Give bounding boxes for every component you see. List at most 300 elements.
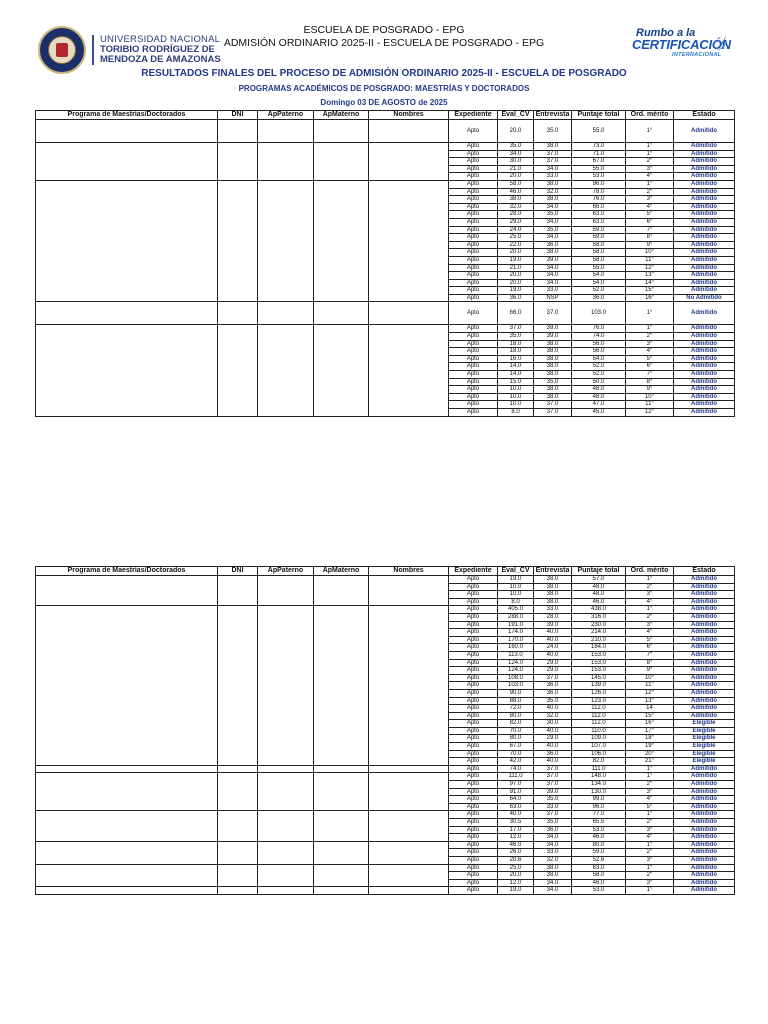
eval-cv-cell: 21.0 [498, 264, 534, 272]
entrevista-cell: 35.0 [534, 211, 572, 219]
estado-cell: Admitido [674, 849, 735, 857]
program-cell [36, 841, 218, 864]
entrevista-cell: 39.0 [534, 621, 572, 629]
orden-merito-cell: 13° [626, 272, 674, 280]
estado-cell: Admitido [674, 409, 735, 417]
expediente-cell: Apto [449, 143, 498, 151]
expediente-cell: Apto [449, 879, 498, 887]
puntaje-total-cell: 46.0 [572, 879, 626, 887]
ap-materno-cell [314, 143, 369, 181]
expediente-cell: Apto [449, 287, 498, 295]
estado-cell: Admitido [674, 333, 735, 341]
puntaje-total-cell: 74.0 [572, 333, 626, 341]
puntaje-total-cell: 80.0 [572, 841, 626, 849]
eval-cv-cell: 46.0 [498, 841, 534, 849]
orden-merito-cell: 3° [626, 165, 674, 173]
column-header: DNI [218, 567, 258, 576]
orden-merito-cell: 2° [626, 158, 674, 166]
expediente-cell: Apto [449, 689, 498, 697]
estado-cell: Admitido [674, 150, 735, 158]
entrevista-cell: NSP [534, 294, 572, 302]
eval-cv-cell: 405.0 [498, 606, 534, 614]
entrevista-cell: 32.0 [534, 188, 572, 196]
orden-merito-cell: 1° [626, 180, 674, 188]
orden-merito-cell: 6° [626, 644, 674, 652]
estado-cell: Admitido [674, 371, 735, 379]
estado-cell: Elegible [674, 743, 735, 751]
table-row [36, 606, 735, 614]
puntaje-total-cell: 59.0 [572, 849, 626, 857]
entrevista-cell: 38.0 [534, 363, 572, 371]
table-row [36, 841, 735, 849]
results-date: Domingo 03 DE AGOSTO de 2025 [320, 98, 448, 107]
entrevista-cell: 38.0 [534, 864, 572, 872]
estado-cell: Admitido [674, 188, 735, 196]
estado-cell: Admitido [674, 872, 735, 880]
ap-materno-cell [314, 773, 369, 811]
nombres-cell [369, 864, 449, 887]
puntaje-total-cell: 59.0 [572, 234, 626, 242]
expediente-cell: Apto [449, 576, 498, 584]
entrevista-cell: 34.0 [534, 218, 572, 226]
puntaje-total-cell: 46.0 [572, 598, 626, 606]
university-line1: UNIVERSIDAD NACIONAL [100, 34, 221, 45]
ap-paterno-cell [258, 576, 314, 606]
orden-merito-cell: 10° [626, 674, 674, 682]
eval-cv-cell: 66.0 [498, 302, 534, 325]
entrevista-cell: 37.0 [534, 674, 572, 682]
eval-cv-cell: 14.0 [498, 371, 534, 379]
column-header: Ord. mérito [626, 567, 674, 576]
puntaje-total-cell: 99.0 [572, 796, 626, 804]
entrevista-cell: 38.0 [534, 393, 572, 401]
estado-cell: Admitido [674, 796, 735, 804]
entrevista-cell: 37.0 [534, 158, 572, 166]
column-header: Entrevista [534, 567, 572, 576]
expediente-cell: Apto [449, 333, 498, 341]
expediente-cell: Apto [449, 409, 498, 417]
eval-cv-cell: 160.0 [498, 644, 534, 652]
program-cell [36, 576, 218, 606]
orden-merito-cell: 19° [626, 743, 674, 751]
entrevista-cell: 35.0 [534, 378, 572, 386]
expediente-cell: Apto [449, 613, 498, 621]
eval-cv-cell: 14.0 [498, 363, 534, 371]
orden-merito-cell: 11° [626, 401, 674, 409]
puntaje-total-cell: 45.0 [572, 409, 626, 417]
orden-merito-cell: 4° [626, 629, 674, 637]
puntaje-total-cell: 123.0 [572, 697, 626, 705]
ap-paterno-cell [258, 606, 314, 765]
eval-cv-cell: 113.0 [498, 651, 534, 659]
eval-cv-cell: 80.0 [498, 712, 534, 720]
estado-cell: Admitido [674, 887, 735, 895]
estado-cell: Admitido [674, 143, 735, 151]
certification-logo [632, 28, 732, 60]
expediente-cell: Apto [449, 591, 498, 599]
estado-cell: Admitido [674, 651, 735, 659]
orden-merito-cell: 4° [626, 203, 674, 211]
entrevista-cell: 37.0 [534, 781, 572, 789]
estado-cell: Admitido [674, 591, 735, 599]
estado-cell: Admitido [674, 674, 735, 682]
orden-merito-cell: 9° [626, 667, 674, 675]
entrevista-cell: 39.0 [534, 333, 572, 341]
estado-cell: Admitido [674, 241, 735, 249]
puntaje-total-cell: 48.0 [572, 386, 626, 394]
estado-cell: Admitido [674, 819, 735, 827]
expediente-cell: Apto [449, 249, 498, 257]
nombres-cell [369, 887, 449, 895]
eval-cv-cell: 21.0 [498, 165, 534, 173]
entrevista-cell: 38.0 [534, 249, 572, 257]
expediente-cell: Apto [449, 294, 498, 302]
entrevista-cell: 35.0 [534, 819, 572, 827]
orden-merito-cell: 1° [626, 606, 674, 614]
ap-paterno-cell [258, 302, 314, 325]
estado-cell: Admitido [674, 173, 735, 181]
orden-merito-cell: 3° [626, 196, 674, 204]
puntaje-total-cell: 107.0 [572, 743, 626, 751]
orden-merito-cell: 7° [626, 651, 674, 659]
estado-cell: Admitido [674, 279, 735, 287]
eval-cv-cell: 18.0 [498, 348, 534, 356]
dni-cell [218, 576, 258, 606]
eval-cv-cell: 170.0 [498, 636, 534, 644]
expediente-cell: Apto [449, 864, 498, 872]
orden-merito-cell: 12° [626, 409, 674, 417]
table-row [36, 302, 735, 325]
results-table-1 [35, 110, 735, 417]
estado-cell: Admitido [674, 158, 735, 166]
orden-merito-cell: 12° [626, 689, 674, 697]
entrevista-cell: 39.0 [534, 256, 572, 264]
expediente-cell: Apto [449, 856, 498, 864]
estado-cell: Admitido [674, 355, 735, 363]
ap-materno-cell [314, 180, 369, 302]
university-line2: TORIBIO RODRÍGUEZ DE [100, 44, 215, 55]
puntaje-total-cell: 55.0 [572, 264, 626, 272]
program-cell [36, 864, 218, 887]
column-header: Estado [674, 567, 735, 576]
column-header: Puntaje total [572, 111, 626, 120]
estado-cell: Admitido [674, 264, 735, 272]
orden-merito-cell: 16° [626, 720, 674, 728]
puntaje-total-cell: 52.0 [572, 371, 626, 379]
entrevista-cell: 33.0 [534, 849, 572, 857]
orden-merito-cell: 4° [626, 796, 674, 804]
program-cell [36, 143, 218, 181]
eval-cv-cell: 32.0 [498, 203, 534, 211]
puntaje-total-cell: 134.0 [572, 781, 626, 789]
puntaje-total-cell: 63.0 [572, 864, 626, 872]
program-cell [36, 773, 218, 811]
ap-materno-cell [314, 302, 369, 325]
entrevista-cell: 38.0 [534, 371, 572, 379]
orden-merito-cell: 5° [626, 211, 674, 219]
ap-paterno-cell [258, 841, 314, 864]
puntaje-total-cell: 57.0 [572, 576, 626, 584]
puntaje-total-cell: 109.0 [572, 735, 626, 743]
orden-merito-cell: 13° [626, 697, 674, 705]
orden-merito-cell: 6° [626, 363, 674, 371]
column-header: Estado [674, 111, 735, 120]
ap-paterno-cell [258, 864, 314, 887]
expediente-cell: Apto [449, 887, 498, 895]
expediente-cell: Apto [449, 378, 498, 386]
eval-cv-cell: 26.0 [498, 849, 534, 857]
expediente-cell: Apto [449, 750, 498, 758]
estado-cell: Admitido [674, 218, 735, 226]
table-row [36, 773, 735, 781]
eval-cv-cell: 20.0 [498, 173, 534, 181]
estado-cell: Admitido [674, 120, 735, 143]
cert-logo-line3: INTERNACIONAL [672, 52, 722, 58]
cert-logo-line1: Rumbo a la [636, 27, 696, 39]
orden-merito-cell: 17° [626, 727, 674, 735]
orden-merito-cell: 18° [626, 735, 674, 743]
estado-cell: Admitido [674, 165, 735, 173]
eval-cv-cell: 16.0 [498, 355, 534, 363]
dni-cell [218, 143, 258, 181]
estado-cell: Admitido [674, 302, 735, 325]
puntaje-total-cell: 153.0 [572, 667, 626, 675]
eval-cv-cell: 191.0 [498, 621, 534, 629]
column-header: Nombres [369, 111, 449, 120]
column-header: ApMaterno [314, 567, 369, 576]
eval-cv-cell: 72.0 [498, 705, 534, 713]
puntaje-total-cell: 48.0 [572, 591, 626, 599]
puntaje-total-cell: 46.0 [572, 834, 626, 842]
puntaje-total-cell: 53.0 [572, 173, 626, 181]
eval-cv-cell: 70.0 [498, 750, 534, 758]
puntaje-total-cell: 63.0 [572, 211, 626, 219]
dni-cell [218, 120, 258, 143]
entrevista-cell: 37.0 [534, 302, 572, 325]
puntaje-total-cell: 55.0 [572, 165, 626, 173]
entrevista-cell: 38.0 [534, 340, 572, 348]
expediente-cell: Apto [449, 598, 498, 606]
orden-merito-cell: 2° [626, 781, 674, 789]
cert-logo-line2: CERTIFICACIÓN [632, 37, 731, 52]
expediente-cell: Apto [449, 348, 498, 356]
entrevista-cell: 36.0 [534, 750, 572, 758]
puntaje-total-cell: 184.0 [572, 644, 626, 652]
puntaje-total-cell: 63.0 [572, 218, 626, 226]
estado-cell: Admitido [674, 363, 735, 371]
column-header: Eval_CV [498, 111, 534, 120]
orden-merito-cell: 10° [626, 249, 674, 257]
puntaje-total-cell: 54.0 [572, 279, 626, 287]
table-header-row [36, 567, 735, 576]
puntaje-total-cell: 126.0 [572, 689, 626, 697]
puntaje-total-cell: 53.0 [572, 826, 626, 834]
estado-cell: Admitido [674, 211, 735, 219]
entrevista-cell: 38.0 [534, 576, 572, 584]
orden-merito-cell: 1° [626, 325, 674, 333]
column-header: Entrevista [534, 111, 572, 120]
puntaje-total-cell: 139.0 [572, 682, 626, 690]
puntaje-total-cell: 58.0 [572, 249, 626, 257]
entrevista-cell: 39.0 [534, 325, 572, 333]
expediente-cell: Apto [449, 651, 498, 659]
column-header: DNI [218, 111, 258, 120]
orden-merito-cell: 1° [626, 120, 674, 143]
expediente-cell: Apto [449, 743, 498, 751]
estado-cell: Admitido [674, 583, 735, 591]
nombres-cell [369, 325, 449, 416]
orden-merito-cell: 10° [626, 393, 674, 401]
estado-cell: Admitido [674, 378, 735, 386]
entrevista-cell: 38.0 [534, 591, 572, 599]
admission-title: ADMISIÓN ORDINARIO 2025-II - ESCUELA DE POSGRADO - EPG [223, 37, 545, 49]
nombres-cell [369, 765, 449, 773]
ap-paterno-cell [258, 120, 314, 143]
estado-cell: Admitido [674, 811, 735, 819]
entrevista-cell: 34.0 [534, 203, 572, 211]
puntaje-total-cell: 77.0 [572, 811, 626, 819]
orden-merito-cell: 2° [626, 583, 674, 591]
puntaje-total-cell: 58.0 [572, 256, 626, 264]
expediente-cell: Apto [449, 340, 498, 348]
eval-cv-cell: 24.0 [498, 226, 534, 234]
nombres-cell [369, 120, 449, 143]
puntaje-total-cell: 52.0 [572, 287, 626, 295]
estado-cell: Admitido [674, 834, 735, 842]
dni-cell [218, 773, 258, 811]
estado-cell: Admitido [674, 576, 735, 584]
expediente-cell: Apto [449, 241, 498, 249]
expediente-cell: Apto [449, 120, 498, 143]
expediente-cell: Apto [449, 667, 498, 675]
column-header: Programa de Maestrías/Doctorados [36, 111, 218, 120]
expediente-cell: Apto [449, 234, 498, 242]
column-header: Expediente [449, 111, 498, 120]
estado-cell: Admitido [674, 856, 735, 864]
orden-merito-cell: 2° [626, 872, 674, 880]
eval-cv-cell: 18.0 [498, 340, 534, 348]
column-header: ApPaterno [258, 111, 314, 120]
ap-materno-cell [314, 606, 369, 765]
entrevista-cell: 36.0 [534, 826, 572, 834]
eval-cv-cell: 42.0 [498, 758, 534, 766]
estado-cell: Admitido [674, 682, 735, 690]
estado-cell: Admitido [674, 348, 735, 356]
puntaje-total-cell: 48.0 [572, 393, 626, 401]
column-header: Ord. mérito [626, 111, 674, 120]
orden-merito-cell: 1° [626, 864, 674, 872]
eval-cv-cell: 36.0 [498, 294, 534, 302]
orden-merito-cell: 1° [626, 887, 674, 895]
estado-cell: Admitido [674, 621, 735, 629]
estado-cell: Admitido [674, 393, 735, 401]
eval-cv-cell: 8.0 [498, 409, 534, 417]
orden-merito-cell: 3° [626, 856, 674, 864]
eval-cv-cell: 37.0 [498, 325, 534, 333]
estado-cell: Admitido [674, 196, 735, 204]
puntaje-total-cell: 65.5 [572, 819, 626, 827]
estado-cell: Admitido [674, 203, 735, 211]
puntaje-total-cell: 48.0 [572, 583, 626, 591]
entrevista-cell: 33.0 [534, 803, 572, 811]
expediente-cell: Apto [449, 826, 498, 834]
orden-merito-cell: 9° [626, 386, 674, 394]
puntaje-total-cell: 36.0 [572, 294, 626, 302]
expediente-cell: Apto [449, 712, 498, 720]
puntaje-total-cell: 53.0 [572, 887, 626, 895]
entrevista-cell: 38.0 [534, 355, 572, 363]
entrevista-cell: 38.0 [534, 872, 572, 880]
orden-merito-cell: 21° [626, 758, 674, 766]
estado-cell: Admitido [674, 325, 735, 333]
estado-cell: Elegible [674, 750, 735, 758]
orden-merito-cell: 2° [626, 819, 674, 827]
eval-cv-cell: 70.0 [498, 727, 534, 735]
eval-cv-cell: 35.0 [498, 333, 534, 341]
eval-cv-cell: 20.0 [498, 872, 534, 880]
column-header: Expediente [449, 567, 498, 576]
entrevista-cell: 36.0 [534, 241, 572, 249]
expediente-cell: Apto [449, 765, 498, 773]
eval-cv-cell: 10.0 [498, 591, 534, 599]
puntaje-total-cell: 67.0 [572, 158, 626, 166]
entrevista-cell: 35.0 [534, 796, 572, 804]
entrevista-cell: 38.0 [534, 180, 572, 188]
estado-cell: Admitido [674, 272, 735, 280]
ap-paterno-cell [258, 180, 314, 302]
programs-subtitle: PROGRAMAS ACADÉMICOS DE POSGRADO: MAESTRÍAS Y DOCTORADOS [238, 84, 530, 93]
entrevista-cell: 38.0 [534, 196, 572, 204]
puntaje-total-cell: 52.0 [572, 363, 626, 371]
expediente-cell: Apto [449, 682, 498, 690]
expediente-cell: Apto [449, 834, 498, 842]
eval-cv-cell: 12.0 [498, 834, 534, 842]
entrevista-cell: 34.0 [534, 264, 572, 272]
orden-merito-cell: 1° [626, 765, 674, 773]
eval-cv-cell: 174.0 [498, 629, 534, 637]
estado-cell: No Admitido [674, 294, 735, 302]
orden-merito-cell: 4° [626, 173, 674, 181]
orden-merito-cell: 1° [626, 302, 674, 325]
eval-cv-cell: 20.0 [498, 249, 534, 257]
eval-cv-cell: 29.0 [498, 218, 534, 226]
orden-merito-cell: 1° [626, 811, 674, 819]
puntaje-total-cell: 54.0 [572, 272, 626, 280]
expediente-cell: Apto [449, 188, 498, 196]
eval-cv-cell: 124.0 [498, 667, 534, 675]
eval-cv-cell: 25.0 [498, 234, 534, 242]
estado-cell: Admitido [674, 401, 735, 409]
expediente-cell: Apto [449, 720, 498, 728]
orden-merito-cell: 4° [626, 598, 674, 606]
column-header: Eval_CV [498, 567, 534, 576]
estado-cell: Admitido [674, 788, 735, 796]
estado-cell: Admitido [674, 226, 735, 234]
ap-paterno-cell [258, 325, 314, 416]
expediente-cell: Apto [449, 621, 498, 629]
expediente-cell: Apto [449, 606, 498, 614]
puntaje-total-cell: 210.0 [572, 636, 626, 644]
ap-paterno-cell [258, 143, 314, 181]
eval-cv-cell: 80.0 [498, 735, 534, 743]
entrevista-cell: 36.0 [534, 689, 572, 697]
entrevista-cell: 37.0 [534, 765, 572, 773]
entrevista-cell: 33.0 [534, 287, 572, 295]
expediente-cell: Apto [449, 393, 498, 401]
eval-cv-cell: 91.0 [498, 788, 534, 796]
nombres-cell [369, 302, 449, 325]
estado-cell: Admitido [674, 256, 735, 264]
